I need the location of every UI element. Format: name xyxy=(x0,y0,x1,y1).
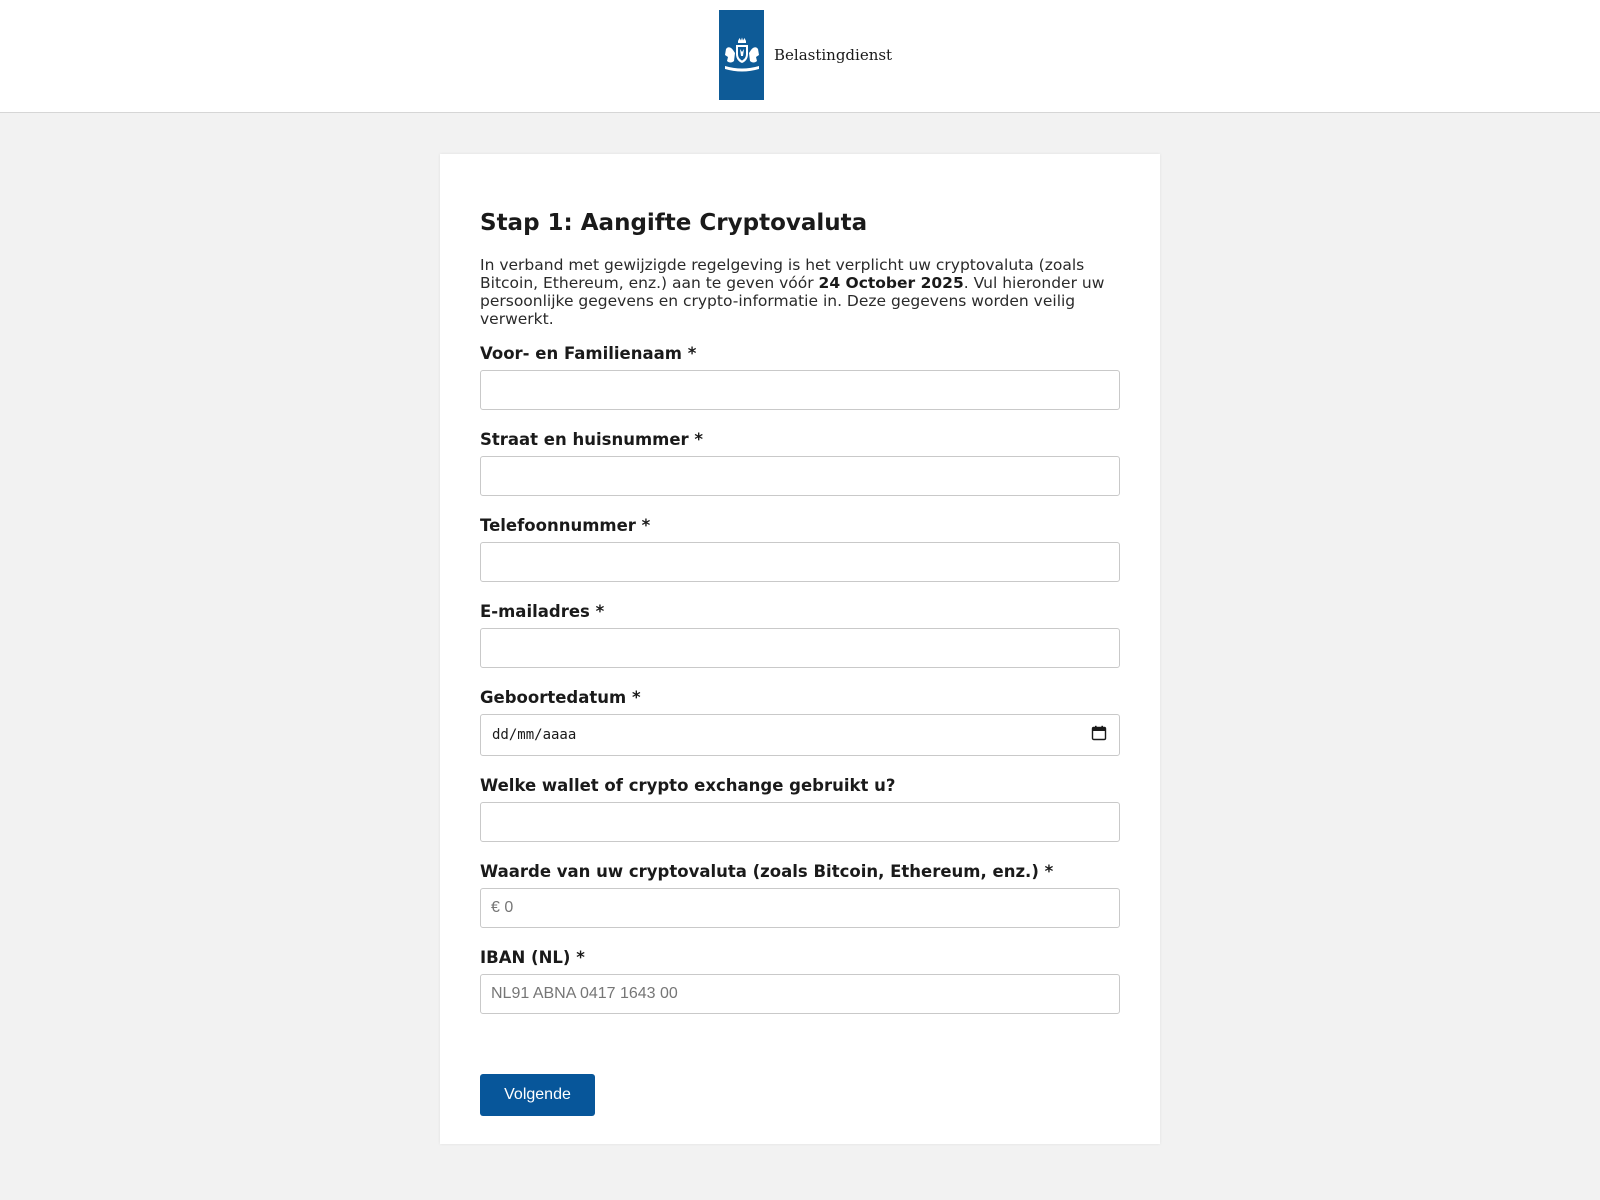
form-card xyxy=(440,154,1160,1144)
phone-label: Telefoonnummer * xyxy=(480,515,651,535)
iban-field-group xyxy=(480,948,1120,1014)
crypto-declaration-form xyxy=(480,208,1120,1116)
coat-of-arms-icon xyxy=(719,10,764,100)
name-label: Voor- en Familienaam * xyxy=(480,343,697,363)
birthdate-field-group xyxy=(480,688,1120,756)
iban-input[interactable] xyxy=(480,974,1120,1014)
email-label: E-mailadres * xyxy=(480,601,605,621)
site-header xyxy=(0,0,1600,113)
page-title: Stap 1: Aangifte Cryptovaluta xyxy=(480,210,868,236)
name-input[interactable] xyxy=(480,370,1120,410)
next-button[interactable]: Volgende xyxy=(480,1074,595,1116)
name-field-group xyxy=(480,344,1120,410)
logo-text: Belastingdienst xyxy=(774,46,893,64)
intro-after: . Vul hieronder uw persoonlijke gegevens en crypto-informatie in. Deze gegevens worden veilig verwerkt. xyxy=(480,274,1105,328)
birthdate-placeholder: dd/mm/aaaa xyxy=(492,726,577,743)
crypto-value-label: Waarde van uw cryptovaluta (zoals Bitcoin, Ethereum, enz.) * xyxy=(480,861,1054,881)
calendar-icon[interactable] xyxy=(1091,725,1107,745)
email-field-group xyxy=(480,602,1120,668)
crypto-value-input[interactable] xyxy=(480,888,1120,928)
street-field-group xyxy=(480,430,1120,496)
intro-deadline: 24 October 2025 xyxy=(818,274,964,292)
intro-text xyxy=(480,256,1120,328)
wallet-field-group xyxy=(480,776,1120,842)
belastingdienst-logo[interactable] xyxy=(719,10,892,100)
crypto-value-field-group xyxy=(480,862,1120,928)
iban-label: IBAN (NL) * xyxy=(480,947,585,967)
email-input[interactable] xyxy=(480,628,1120,668)
street-input[interactable] xyxy=(480,456,1120,496)
wallet-input[interactable] xyxy=(480,802,1120,842)
birthdate-input[interactable] xyxy=(480,714,1120,756)
intro-before: In verband met gewijzigde regelgeving is het verplicht uw cryptovaluta (zoals Bitcoin, Ethereum, enz.) aan te geven vóór xyxy=(480,256,1085,292)
phone-input[interactable] xyxy=(480,542,1120,582)
phone-field-group xyxy=(480,516,1120,582)
wallet-label: Welke wallet of crypto exchange gebruikt u? xyxy=(480,775,896,795)
birthdate-label: Geboortedatum * xyxy=(480,687,641,707)
street-label: Straat en huisnummer * xyxy=(480,429,704,449)
